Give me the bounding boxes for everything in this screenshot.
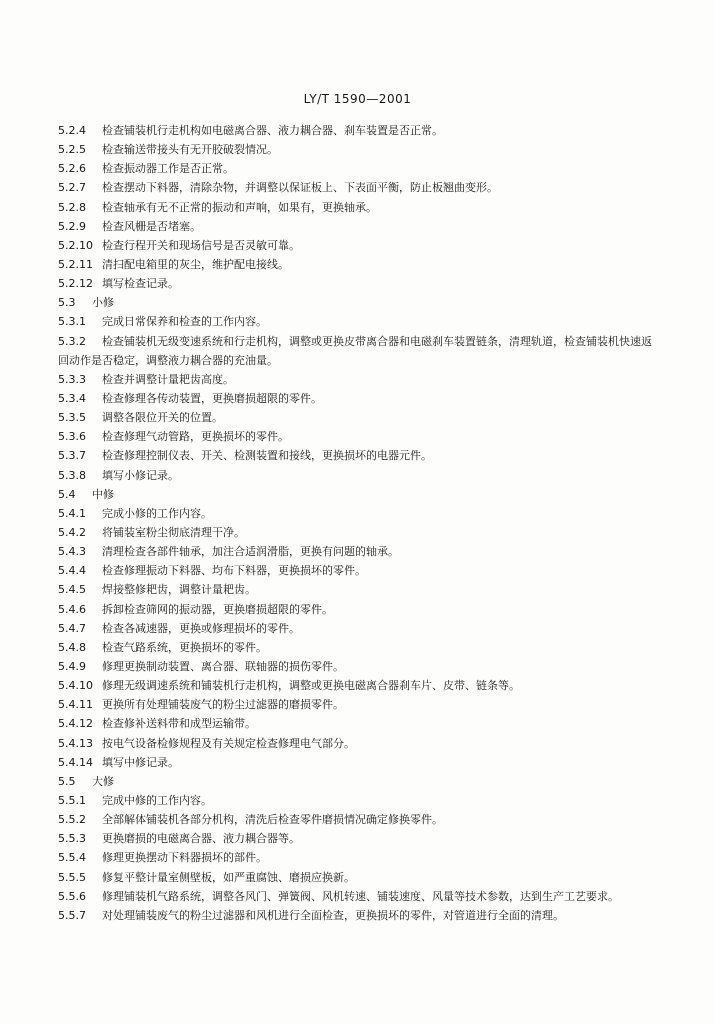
clause-item (58, 561, 658, 580)
clause-number: 5.5.7 (58, 908, 86, 922)
clause-number: 5.3.2 (58, 334, 86, 348)
clause-item (58, 332, 658, 370)
clause-text: 更换磨损的电磁离合器、液力耦合器等。 (102, 832, 300, 846)
clause-number: 5.3 (58, 296, 76, 310)
clause-text: 对处理铺装废气的粉尘过滤器和风机进行全面检查，更换损坏的零件，对管道进行全面的清理。 (102, 908, 564, 922)
clause-text: 修理无级调速系统和铺装机行走机构，调整或更换电磁离合器刹车片、皮带、链条等。 (102, 679, 520, 693)
clause-text: 填写小修记录。 (102, 468, 179, 482)
clause-number: 5.4.5 (58, 583, 86, 597)
clause-number: 5.4.3 (58, 545, 86, 559)
clause-number: 5.2.6 (58, 162, 86, 176)
clause-number: 5.4.10 (58, 679, 93, 693)
clause-text: 检查摆动下料器，清除杂物，并调整以保证板上、下表面平衡，防止板翘曲变形。 (102, 181, 498, 195)
clause-item (58, 236, 658, 255)
clause-item (58, 140, 658, 159)
clause-item (58, 159, 658, 178)
clause-text: 更换所有处理铺装废气的粉尘过滤器的磨损零件。 (102, 698, 344, 712)
clause-number: 5.3.8 (58, 468, 86, 482)
clause-text: 完成小修的工作内容。 (102, 506, 212, 520)
clause-number: 5.4.11 (58, 698, 93, 712)
clause-item (58, 217, 658, 236)
clause-item (58, 638, 658, 657)
clause-item (58, 389, 658, 408)
clause-item (58, 657, 658, 676)
clause-text: 调整各限位开关的位置。 (102, 411, 223, 425)
clause-item (58, 848, 658, 867)
clause-number: 5.3.4 (58, 392, 86, 405)
clause-number: 5.4.1 (58, 506, 86, 520)
clause-text: 修复平整计量室侧壁板，如严重腐蚀、磨损应换新。 (102, 870, 355, 884)
clause-item (58, 734, 658, 753)
clause-text: 检查轴承有无不正常的振动和声响，如果有，更换轴承。 (102, 200, 377, 214)
clause-text: 清扫配电箱里的灰尘，维护配电接线。 (102, 257, 289, 271)
clause-item (58, 466, 658, 485)
clause-number: 5.3.7 (58, 449, 86, 463)
clause-item (58, 121, 658, 140)
clause-item (58, 676, 658, 695)
clause-text: 检查修理各传动装置，更换磨损超限的零件。 (102, 392, 322, 405)
clause-text: 检查气路系统，更换损坏的零件。 (102, 640, 267, 654)
clause-number: 5.2.10 (58, 238, 93, 252)
clause-number: 5.5.3 (58, 832, 86, 846)
section-title: 中修 (92, 487, 114, 501)
clause-text: 完成日常保养和检查的工作内容。 (102, 315, 267, 329)
clause-item (58, 753, 658, 772)
clause-text: 完成中修的工作内容。 (102, 793, 212, 807)
clause-item (58, 542, 658, 561)
clause-item (58, 714, 658, 733)
clause-number: 5.2.8 (58, 200, 86, 214)
clause-item (58, 906, 658, 925)
clause-text: 检查风栅是否堵塞。 (102, 219, 201, 233)
clause-text: 将铺装室粉尘彻底清理干净。 (102, 525, 245, 539)
clause-item (58, 829, 658, 848)
clause-text: 检查各减速器，更换或修理损坏的零件。 (102, 621, 300, 635)
clause-number: 5.5.4 (58, 851, 86, 865)
clause-number: 5.4.6 (58, 602, 86, 616)
clause-item (58, 810, 658, 829)
clause-number: 5.5.6 (58, 889, 86, 903)
clause-item (58, 619, 658, 638)
clause-text: 检查输送带接头有无开胶破裂情况。 (102, 143, 278, 157)
section-heading (58, 293, 658, 312)
clause-text: 修理更换摆动下料器损坏的部件。 (102, 851, 267, 865)
clause-item (58, 198, 658, 217)
clause-text: 填写检查记录。 (102, 277, 179, 291)
clause-text: 检查修理控制仪表、开关、检测装置和接线，更换损坏的电器元件。 (102, 449, 432, 463)
clause-number: 5.2.7 (58, 181, 86, 195)
clause-text: 全部解体铺装机各部分机构，清洗后检查零件磨损情况确定修换零件。 (102, 813, 443, 827)
clause-number: 5.4.9 (58, 659, 86, 673)
document-body (58, 121, 658, 925)
clause-number: 5.5.5 (58, 870, 86, 884)
standard-code-header: LY/T 1590—2001 (303, 92, 412, 106)
clause-text: 检查振动器工作是否正常。 (102, 162, 234, 176)
clause-item (58, 370, 658, 389)
clause-text: 修理铺装机气路系统，调整各风门、弹簧阀、风机转速、铺装速度、风量等技术参数，达到生产工艺要求。 (102, 889, 619, 903)
clause-item (58, 312, 658, 331)
clause-item (58, 274, 658, 293)
clause-text: 检查修理振动下料器、均布下料器，更换损坏的零件。 (102, 564, 366, 578)
clause-item (58, 446, 658, 465)
clause-number: 5.2.4 (58, 124, 86, 137)
section-heading (58, 485, 658, 504)
clause-number: 5.2.12 (58, 277, 93, 291)
clause-number: 5.5 (58, 774, 76, 788)
clause-text: 填写中修记录。 (102, 755, 179, 769)
clause-text: 检查铺装机行走机构如电磁离合器、液力耦合器、刹车装置是否正常。 (102, 124, 443, 137)
section-heading (58, 772, 658, 791)
clause-number: 5.4.4 (58, 564, 86, 578)
clause-text: 检查并调整计量耙齿高度。 (102, 372, 234, 386)
clause-number: 5.4.14 (58, 755, 93, 769)
clause-number: 5.3.3 (58, 372, 86, 386)
clause-item (58, 408, 658, 427)
clause-number: 5.5.1 (58, 793, 86, 807)
clause-text: 焊接整修耙齿，调整计量耙齿。 (102, 583, 256, 597)
clause-number: 5.4.13 (58, 736, 93, 750)
clause-text: 修理更换制动装置、离合器、联轴器的损伤零件。 (102, 659, 344, 673)
clause-text: 按电气设备检修规程及有关规定检查修理电气部分。 (102, 736, 355, 750)
clause-text: 检查修理气动管路，更换损坏的零件。 (102, 430, 289, 444)
clause-number: 5.4 (58, 487, 76, 501)
clause-item (58, 600, 658, 619)
clause-text: 检查行程开关和现场信号是否灵敏可靠。 (102, 238, 300, 252)
clause-number: 5.4.8 (58, 640, 86, 654)
clause-item (58, 887, 658, 906)
clause-item (58, 868, 658, 887)
clause-item (58, 427, 658, 446)
clause-number: 5.2.5 (58, 143, 86, 157)
clause-text: 检查修补送料带和成型运输带。 (102, 717, 256, 731)
clause-text: 清理检查各部件轴承，加注合适润滑脂，更换有问题的轴承。 (102, 545, 399, 559)
clause-text: 检查铺装机无级变速系统和行走机构，调整或更换皮带离合器和电磁刹车装置链条，清理轨道，检查铺装机快速返回动作是否稳定，调整液力耦合器的充油量。 (58, 334, 652, 367)
clause-item (58, 580, 658, 599)
clause-number: 5.4.2 (58, 525, 86, 539)
section-title: 大修 (92, 774, 114, 788)
clause-number: 5.5.2 (58, 813, 86, 827)
clause-number: 5.3.5 (58, 411, 86, 425)
clause-item (58, 523, 658, 542)
clause-number: 5.2.11 (58, 257, 93, 271)
section-title: 小修 (92, 296, 114, 310)
clause-number: 5.2.9 (58, 219, 86, 233)
clause-item (58, 178, 658, 197)
clause-item (58, 791, 658, 810)
clause-item (58, 255, 658, 274)
clause-item (58, 695, 658, 714)
clause-number: 5.4.7 (58, 621, 86, 635)
clause-item (58, 504, 658, 523)
clause-text: 拆卸检查筛网的振动器，更换磨损超限的零件。 (102, 602, 333, 616)
clause-number: 5.4.12 (58, 717, 93, 731)
clause-number: 5.3.6 (58, 430, 86, 444)
clause-number: 5.3.1 (58, 315, 86, 329)
